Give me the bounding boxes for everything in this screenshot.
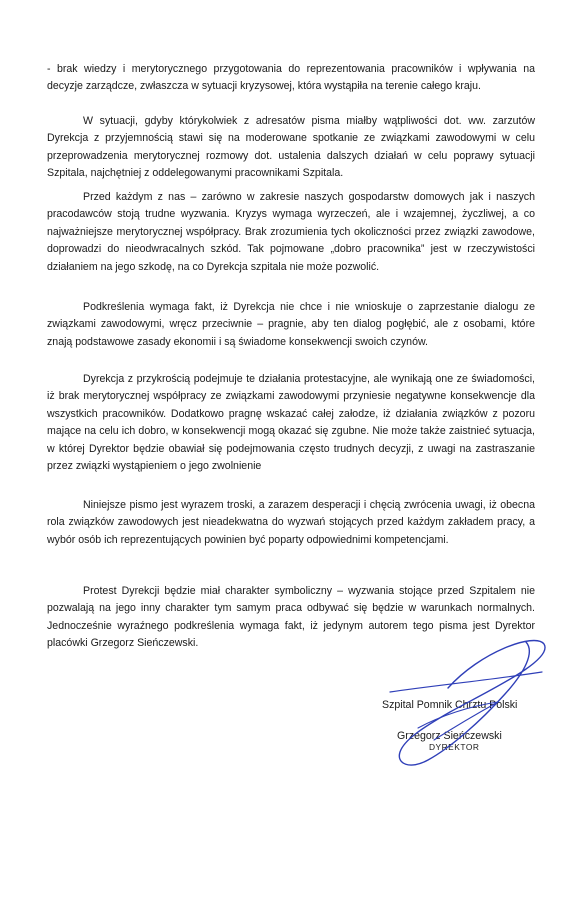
signature-name: Grzegorz Sieńczewski (397, 730, 502, 742)
paragraph-3: Przed każdym z nas – zarówno w zakresie naszych gospodarstw domowych jak i naszych pracodawców stoją trudne wyzwania. Kryzys wymaga wyrzeczeń, ale i wzajemnej, życzliwej, a co najważniejsze merytorycznej współpracy. Brak zrozumienia tych okoliczności przez związki zawodowe, doprowadzi do nieodwracalnych szkód. Tak pojmowane „dobro pracownika” jest w rzeczywistości działaniem na jego szkodę, na co Dyrekcja szpitala nie może pozwolić. (47, 191, 535, 273)
paragraph-5: Dyrekcja z przykrością podejmuje te działania protestacyjne, ale wynikają one ze świadomości, iż brak merytorycznej współpracy ze związkami zawodowymi przyniesie negatywne konsekwencje dla wszystkich pracowników. Dodatkowo pragnę wskazać całej załodze, iż działania związków z pozoru mające na celu ich dobro, w konsekwencji mogą okazać się zgubne. Nie może także zaistnieć sytuacja, w której Dyrektor będzie obawiał się podejmowania często trudnych decyzji, z uwagi na zastraszanie przez związki wystąpieniem o jego zwolnienie (47, 373, 535, 473)
paragraph-2: W sytuacji, gdyby którykolwiek z adresatów pisma miałby wątpliwości dot. ww. zarzutów Dyrekcja z przyjemnością stawi się na moderowane spotkanie ze związkami zawodowymi w celu przeprowadzenia merytorycznej rozmowy dot. ustalenia dalszych działań w celu poprawy sytuacji Szpitala, najchętniej z oddelegowanymi pracownikami Szpitala. (47, 115, 535, 180)
paragraph-7: Protest Dyrekcji będzie miał charakter symboliczny – wyzwania stojące przed Szpitalem nie pozwalają na jego inny charakter tym samym praca odbywać się będzie w warunkach normalnych. Jednocześnie wyraźnego podkreślenia wymaga fakt, iż jedynym autorem tego pisma jest Dyrektor placówki Grzegorz Sieńczewski. (47, 585, 535, 650)
paragraph-1: - brak wiedzy i merytorycznego przygotowania do reprezentowania pracowników i wpływania na decyzje zarządcze, zwłaszcza w sytuacji kryzysowej, która wystąpiła na terenie całego kraju. (47, 63, 535, 93)
signature-organization: Szpital Pomnik Chrztu Polski (382, 699, 518, 711)
paragraph-6: Niniejsze pismo jest wyrazem troski, a zarazem desperacji i chęcią zwrócenia uwagi, iż obecna rola związków zawodowych jest nieadekwatna do wyzwań stojących przed każdym zakładem pracy, a wybór osób ich reprezentujących powinien być poparty odpowiednimi kompetencjami. (47, 499, 535, 546)
handwritten-signature (330, 630, 560, 780)
paragraph-4: Podkreślenia wymaga fakt, iż Dyrekcja nie chce i nie wnioskuje o zaprzestanie dialogu ze związkami zawodowymi, wręcz przeciwnie – pragnie, aby ten dialog pogłębić, ale z osobami, które znają podstawowe zasady ekonomii i są świadome konsekwencji swoich czynów. (47, 301, 535, 348)
signature-role: DYREKTOR (429, 742, 480, 752)
